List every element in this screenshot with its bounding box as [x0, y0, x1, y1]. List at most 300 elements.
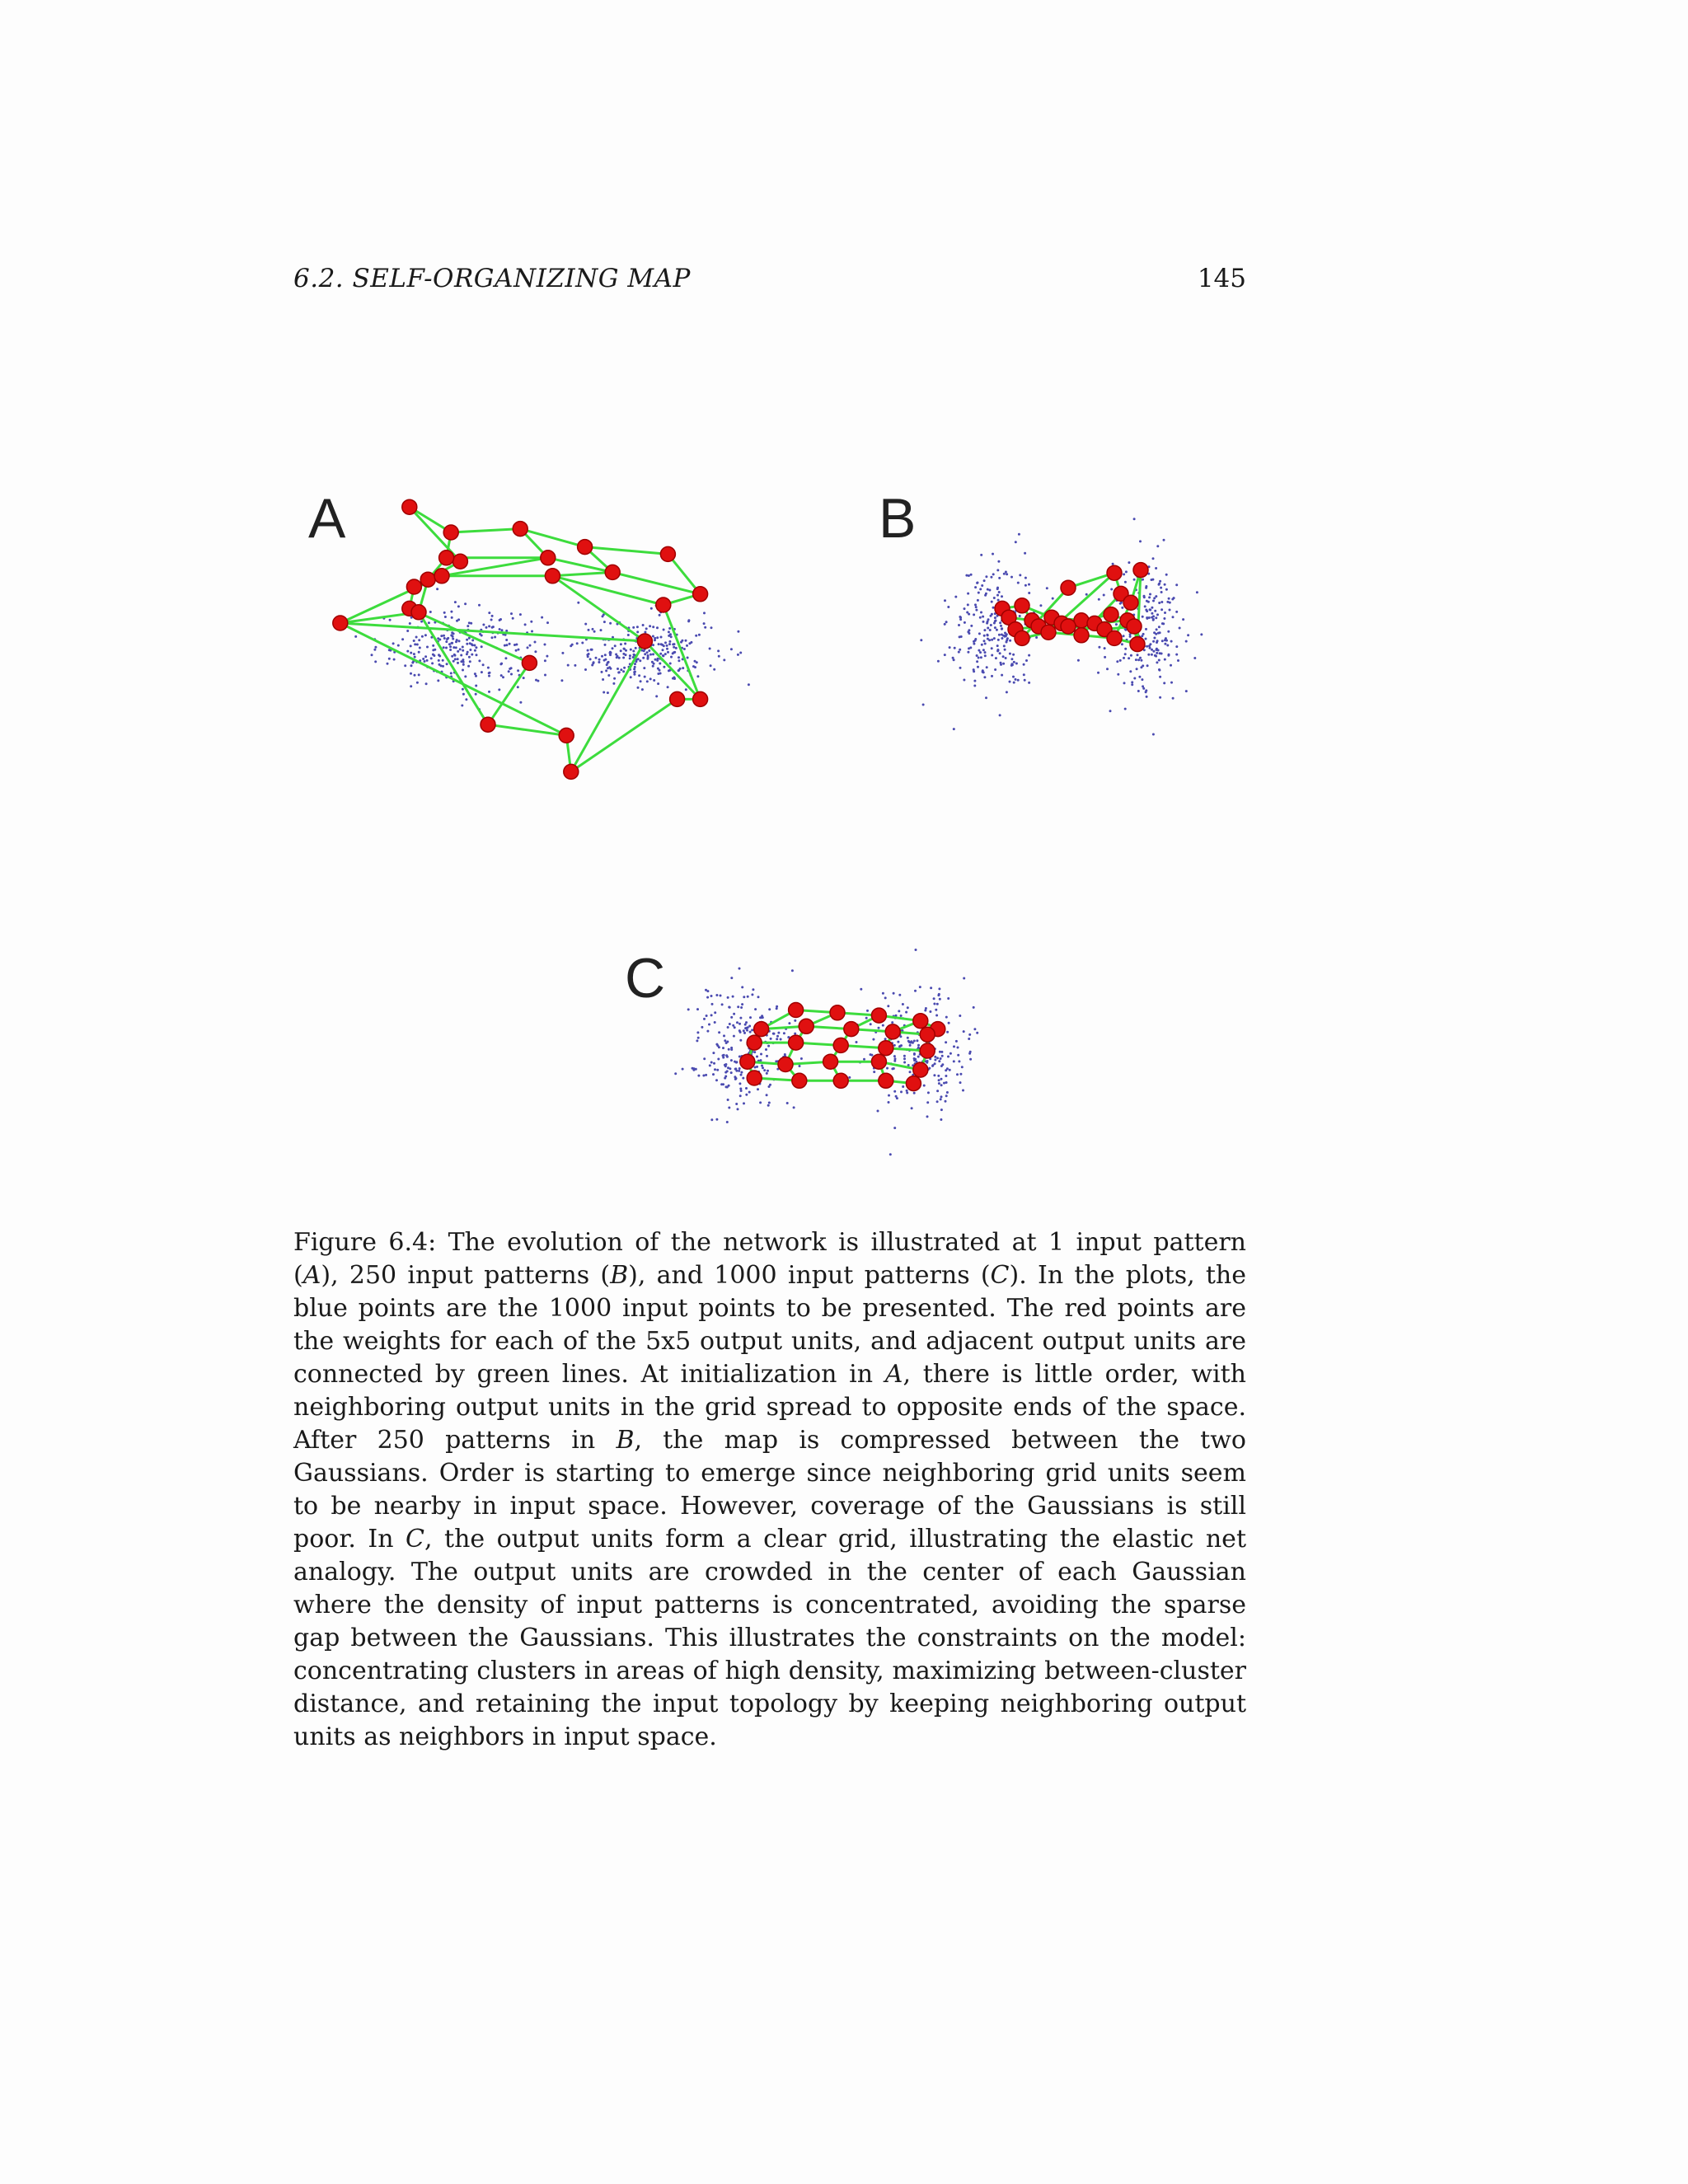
input-point [1163, 682, 1165, 684]
input-point [1170, 664, 1172, 667]
input-point [668, 669, 670, 672]
input-point [977, 666, 979, 668]
input-point [544, 659, 546, 662]
input-point [870, 1023, 872, 1025]
input-point [454, 658, 457, 660]
input-point [418, 673, 420, 676]
input-point [448, 643, 451, 645]
input-point [743, 1102, 745, 1104]
input-point [1010, 576, 1013, 579]
input-point [694, 666, 696, 668]
input-point [1137, 658, 1140, 661]
input-point [1146, 645, 1148, 648]
input-point [410, 685, 412, 687]
input-point [767, 1045, 770, 1047]
input-point [654, 658, 657, 661]
input-point [922, 704, 925, 706]
input-point [712, 1073, 715, 1076]
grid-link [552, 576, 645, 641]
input-point [685, 688, 687, 691]
input-point [678, 669, 680, 672]
input-point [658, 643, 660, 645]
output-unit-weight [789, 1003, 804, 1018]
caption-text: ). In the plots, the blue points are the 1000 input points to be presented. The red points are the weights for each of the 5x5 output units, and adjacent output units are connected by green lines. At initialization in [293, 1261, 1246, 1389]
input-point [1172, 616, 1175, 618]
input-point [906, 1090, 908, 1092]
input-point [959, 1015, 961, 1017]
input-point [591, 649, 593, 651]
caption-text: , the map is compressed between the two Gaussians. Order is starting to emerge since neighboring grid units seem to be nearby in input space. However, coverage of the Gaussians is still poor. In [293, 1426, 1246, 1554]
input-point [1141, 635, 1143, 637]
caption-italic-ref: C [990, 1261, 1010, 1290]
input-point [889, 1153, 892, 1155]
grid-link [585, 547, 668, 555]
input-point [673, 677, 676, 680]
input-point [730, 1059, 733, 1062]
output-unit-weight [871, 1054, 886, 1069]
input-point [963, 1030, 965, 1033]
input-point [996, 569, 999, 571]
panel-a-label: A [308, 487, 346, 550]
input-point [973, 1006, 975, 1009]
input-point [696, 1008, 699, 1010]
input-point [1164, 639, 1166, 641]
input-point [523, 677, 525, 679]
input-point [530, 621, 532, 623]
input-point [766, 1072, 768, 1075]
figure-panel-a [293, 462, 870, 841]
input-point [974, 640, 977, 642]
input-point [413, 653, 415, 655]
input-point [637, 658, 640, 660]
input-point [467, 665, 470, 668]
input-point [1136, 668, 1138, 670]
input-point [534, 650, 537, 653]
input-point [678, 659, 680, 662]
output-unit-weight [434, 569, 449, 583]
input-point [1182, 618, 1184, 621]
input-point [1156, 641, 1158, 644]
input-point [958, 1060, 960, 1062]
input-point [491, 615, 494, 617]
input-point [1152, 600, 1155, 602]
input-point [945, 1016, 948, 1019]
input-point [661, 644, 663, 646]
input-point [938, 987, 940, 990]
input-point [485, 626, 488, 629]
input-point [462, 661, 465, 663]
input-point [1142, 616, 1144, 618]
input-point [1149, 593, 1151, 596]
input-point [659, 614, 661, 616]
input-point [450, 672, 452, 674]
input-point [414, 643, 416, 645]
input-point [546, 655, 548, 658]
input-point [462, 663, 465, 666]
input-point [955, 1040, 958, 1043]
panel-b-label: B [879, 487, 917, 550]
input-point [1152, 557, 1155, 560]
input-point [994, 616, 996, 619]
input-point [982, 621, 985, 623]
input-point [986, 634, 988, 636]
input-point [1098, 646, 1100, 649]
input-point [776, 1038, 778, 1040]
input-point [743, 1029, 745, 1032]
input-point [1001, 628, 1003, 630]
input-point [1137, 690, 1140, 692]
input-point [604, 658, 607, 661]
input-point [656, 659, 659, 662]
input-point [1116, 660, 1118, 663]
output-unit-weight [420, 572, 435, 587]
input-point [936, 1057, 939, 1059]
input-point [475, 675, 477, 677]
input-point [933, 1003, 935, 1005]
input-point [1193, 657, 1196, 659]
input-point [941, 1055, 944, 1057]
input-point [1000, 662, 1002, 664]
input-point [1171, 598, 1174, 601]
input-point [630, 649, 632, 651]
input-point [593, 630, 596, 633]
input-point [1185, 640, 1188, 643]
input-point [917, 1047, 920, 1049]
panel-b-plot [870, 462, 1266, 791]
input-point [902, 1085, 904, 1088]
input-point [646, 651, 649, 654]
input-point [870, 1054, 873, 1057]
input-point [1133, 677, 1136, 680]
output-unit-weight [799, 1019, 814, 1033]
input-point [494, 636, 496, 639]
input-point [1115, 623, 1118, 626]
input-point [1146, 617, 1148, 620]
input-point [739, 652, 742, 654]
grid-link [645, 641, 700, 699]
input-point [925, 1007, 927, 1010]
input-point [999, 652, 1001, 654]
input-point [973, 613, 975, 616]
input-point [1175, 583, 1178, 586]
input-point [629, 657, 631, 659]
input-point [703, 1057, 706, 1060]
input-point [571, 644, 574, 646]
input-point [1156, 613, 1159, 616]
input-point [903, 1057, 906, 1060]
input-point [929, 1010, 931, 1013]
input-point [705, 989, 707, 991]
input-point [642, 624, 645, 626]
input-point [462, 649, 464, 652]
input-point [1003, 573, 1006, 575]
input-point [917, 1044, 920, 1047]
page-number: 145 [1197, 264, 1246, 293]
input-point [739, 1094, 742, 1097]
input-point [1039, 604, 1042, 607]
input-point [652, 635, 654, 638]
input-point [529, 644, 532, 647]
input-point [629, 654, 631, 657]
input-point [770, 1038, 772, 1040]
input-point [1123, 657, 1125, 659]
input-point [722, 1047, 724, 1049]
input-point [464, 602, 467, 605]
input-point [1141, 678, 1143, 681]
input-point [1006, 691, 1008, 693]
input-point [991, 613, 993, 616]
input-point [893, 1127, 896, 1129]
input-point [996, 649, 999, 652]
input-point [622, 657, 625, 659]
input-point [537, 680, 539, 682]
input-point [991, 601, 993, 603]
input-point [609, 622, 612, 625]
input-point [1130, 654, 1132, 657]
grid-link [410, 608, 530, 663]
input-point [471, 639, 474, 641]
input-point [678, 656, 680, 658]
input-point [732, 996, 734, 998]
input-point [1157, 649, 1160, 652]
input-point [706, 1030, 709, 1033]
input-point [944, 623, 946, 626]
input-point [724, 1039, 726, 1042]
input-point [979, 651, 982, 654]
input-point [960, 635, 963, 638]
input-point [710, 626, 713, 629]
input-point [668, 643, 671, 645]
input-point [740, 1006, 743, 1009]
input-point [476, 654, 478, 656]
input-point [706, 996, 709, 999]
input-point [1023, 673, 1025, 676]
input-point [991, 654, 993, 657]
input-point [991, 647, 993, 649]
input-point [943, 1082, 945, 1085]
input-point [973, 643, 975, 645]
input-point [589, 658, 592, 660]
input-point [1179, 627, 1181, 630]
input-point [964, 607, 966, 610]
input-point [727, 996, 729, 999]
input-point [634, 671, 636, 673]
input-point [469, 660, 471, 663]
output-unit-weight [637, 634, 652, 649]
caption-italic-ref: B [610, 1261, 629, 1290]
input-point [959, 1073, 962, 1076]
input-point [482, 663, 485, 666]
input-point [1145, 691, 1147, 693]
input-point [627, 634, 630, 636]
input-point [730, 1071, 733, 1074]
input-point [696, 1031, 699, 1033]
input-point [982, 671, 985, 673]
input-point [462, 646, 464, 649]
input-point [455, 640, 457, 643]
input-point [937, 1075, 940, 1077]
input-point [473, 644, 476, 647]
figure-panel-b [870, 462, 1266, 791]
input-point [891, 1021, 893, 1024]
input-point [978, 649, 980, 652]
input-point [959, 616, 961, 618]
input-point [1121, 607, 1123, 609]
input-point [467, 651, 469, 654]
input-point [1004, 649, 1006, 651]
input-point [674, 1072, 677, 1075]
output-unit-weight [1061, 580, 1076, 595]
input-point [425, 682, 428, 685]
input-point [505, 644, 508, 646]
input-point [733, 1035, 735, 1038]
input-point [450, 634, 452, 636]
output-unit-weight [693, 691, 708, 706]
input-point [1012, 654, 1015, 656]
input-point [737, 654, 739, 656]
input-point [938, 1082, 940, 1085]
input-point [1155, 633, 1157, 635]
input-point [998, 577, 1001, 579]
input-point [508, 670, 510, 673]
input-point [965, 574, 968, 577]
input-point [692, 1067, 695, 1070]
input-point [673, 646, 675, 649]
input-point [981, 644, 983, 646]
input-point [505, 639, 508, 641]
input-point [1000, 625, 1002, 627]
input-point [544, 644, 546, 646]
input-point [653, 679, 655, 682]
input-point [1158, 659, 1160, 662]
output-unit-weight [920, 1027, 935, 1042]
output-unit-weight [844, 1022, 859, 1037]
input-point [995, 620, 997, 622]
input-point [644, 676, 646, 678]
input-point [624, 643, 626, 645]
input-point [668, 627, 671, 630]
input-point [936, 1100, 939, 1103]
input-point [505, 630, 508, 632]
output-unit-weight [1127, 619, 1142, 634]
input-point [736, 1021, 738, 1024]
input-point [729, 1006, 731, 1009]
input-point [519, 613, 522, 616]
input-point [1158, 626, 1160, 628]
input-point [1149, 608, 1151, 611]
input-point [727, 1099, 729, 1101]
input-point [635, 647, 637, 649]
input-point [744, 1024, 747, 1026]
input-point [783, 1032, 785, 1034]
input-point [702, 1075, 705, 1077]
output-unit-weight [747, 1035, 762, 1050]
input-point [934, 1056, 936, 1058]
input-point [884, 996, 887, 999]
input-point [452, 638, 454, 640]
input-point [414, 656, 416, 658]
input-point [893, 1090, 896, 1093]
input-point [1160, 587, 1162, 589]
input-point [445, 640, 448, 643]
input-point [649, 654, 652, 656]
input-point [531, 630, 533, 633]
input-point [763, 1069, 766, 1071]
input-point [916, 1039, 918, 1042]
input-point [401, 638, 404, 640]
input-point [1052, 598, 1054, 600]
input-point [741, 1003, 743, 1005]
input-point [882, 992, 884, 995]
input-point [442, 659, 444, 662]
input-point [738, 1067, 741, 1070]
input-point [966, 612, 968, 614]
input-point [728, 1048, 730, 1051]
input-point [794, 1019, 796, 1022]
input-point [419, 647, 421, 649]
input-point [749, 1016, 752, 1019]
input-point [945, 621, 948, 623]
input-point [434, 649, 436, 651]
input-point [757, 1088, 759, 1090]
input-point [940, 1095, 943, 1098]
input-point [729, 1023, 731, 1025]
input-point [411, 662, 414, 664]
input-point [643, 649, 645, 652]
input-point [1028, 682, 1030, 684]
input-point [500, 663, 503, 665]
input-point [664, 653, 667, 655]
input-point [1196, 591, 1198, 593]
input-point [1161, 640, 1164, 642]
input-point [1149, 643, 1151, 645]
input-point [410, 652, 412, 654]
input-point [602, 678, 604, 681]
input-point [467, 625, 469, 627]
input-point [1156, 652, 1158, 654]
input-point [940, 1098, 942, 1100]
input-point [1123, 573, 1125, 575]
panel-c-units [740, 1003, 945, 1091]
input-point [1147, 601, 1150, 603]
input-point [982, 649, 985, 651]
input-point [945, 1075, 947, 1077]
input-point [968, 1038, 970, 1040]
panel-a-units [333, 499, 708, 779]
input-point [418, 651, 420, 654]
input-point [687, 657, 689, 659]
input-point [793, 1106, 795, 1108]
input-point [767, 1104, 770, 1107]
input-point [746, 1029, 748, 1032]
input-point [617, 655, 619, 658]
caption-text: ), and 1000 input patterns ( [628, 1261, 991, 1290]
input-point [866, 1010, 869, 1012]
output-unit-weight [920, 1043, 935, 1058]
input-point [517, 669, 519, 672]
input-point [517, 686, 519, 688]
input-point [459, 648, 462, 650]
input-point [786, 1102, 789, 1104]
input-point [656, 626, 659, 629]
input-point [620, 649, 622, 652]
input-point [406, 630, 409, 632]
input-point [1151, 654, 1153, 656]
input-point [443, 612, 446, 614]
input-point [491, 636, 494, 639]
output-unit-weight [913, 1014, 928, 1029]
input-point [1137, 654, 1139, 656]
